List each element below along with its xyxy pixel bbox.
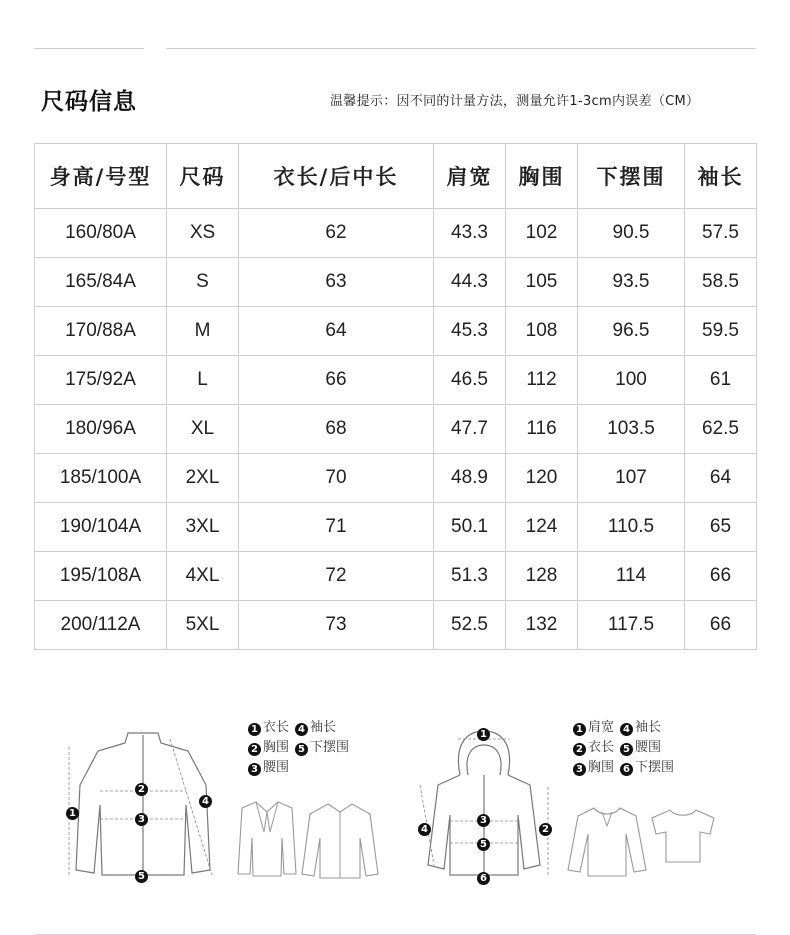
long-sleeve-tee-icon bbox=[566, 804, 648, 878]
table-cell: 66 bbox=[685, 552, 757, 601]
table-cell: 44.3 bbox=[434, 258, 506, 307]
table-cell: 102 bbox=[506, 209, 578, 258]
legend-label: 下摆围 bbox=[310, 740, 350, 755]
table-cell: 4XL bbox=[167, 552, 239, 601]
table-cell: 64 bbox=[239, 307, 434, 356]
table-cell: 71 bbox=[239, 503, 434, 552]
top-divider-left bbox=[34, 48, 144, 49]
legend-number: 4 bbox=[620, 723, 633, 736]
table-cell: 180/96A bbox=[35, 405, 167, 454]
hoodie-marker-3: 3 bbox=[477, 814, 490, 827]
legend-number: 2 bbox=[248, 743, 261, 756]
table-cell: 100 bbox=[578, 356, 685, 405]
hoodie-marker-4: 4 bbox=[418, 823, 431, 836]
shirt-icon bbox=[300, 800, 380, 880]
legend-row bbox=[573, 718, 680, 738]
table-header-row bbox=[35, 144, 757, 209]
hoodie-marker-5: 5 bbox=[477, 838, 490, 851]
table-cell: 185/100A bbox=[35, 454, 167, 503]
legend-row bbox=[248, 758, 355, 778]
table-cell: 62.5 bbox=[685, 405, 757, 454]
legend-row bbox=[573, 758, 680, 778]
table-row bbox=[35, 503, 757, 552]
table-cell: 116 bbox=[506, 405, 578, 454]
table-cell: 52.5 bbox=[434, 601, 506, 650]
table-cell: 48.9 bbox=[434, 454, 506, 503]
legend-label: 衣长 bbox=[588, 740, 615, 755]
tshirt-icon bbox=[648, 806, 718, 866]
table-cell: 65 bbox=[685, 503, 757, 552]
hoodie-diagram bbox=[410, 725, 560, 890]
jacket-marker-5: 5 bbox=[135, 870, 148, 883]
size-table bbox=[34, 143, 757, 650]
table-cell: 175/92A bbox=[35, 356, 167, 405]
table-cell: 66 bbox=[239, 356, 434, 405]
table-cell: 43.3 bbox=[434, 209, 506, 258]
table-cell: 108 bbox=[506, 307, 578, 356]
col-header-length: 衣长/后中长 bbox=[239, 144, 434, 209]
table-cell: 117.5 bbox=[578, 601, 685, 650]
table-cell: 103.5 bbox=[578, 405, 685, 454]
legend-label: 袖长 bbox=[310, 720, 337, 735]
blazer-icon bbox=[236, 798, 298, 878]
table-cell: 73 bbox=[239, 601, 434, 650]
table-cell: 112 bbox=[506, 356, 578, 405]
table-cell: 66 bbox=[685, 601, 757, 650]
table-cell: 57.5 bbox=[685, 209, 757, 258]
legend-label: 袖长 bbox=[635, 720, 662, 735]
col-header-chest: 胸围 bbox=[506, 144, 578, 209]
measurement-tip: 温馨提示：因不同的计量方法，测量允许1-3cm内误差（CM） bbox=[330, 94, 700, 109]
table-cell: 64 bbox=[685, 454, 757, 503]
table-row bbox=[35, 552, 757, 601]
jacket-marker-4: 4 bbox=[199, 795, 212, 808]
table-cell: 124 bbox=[506, 503, 578, 552]
legend-number: 6 bbox=[620, 763, 633, 776]
table-cell: 46.5 bbox=[434, 356, 506, 405]
col-header-hem: 下摆围 bbox=[578, 144, 685, 209]
table-cell: 93.5 bbox=[578, 258, 685, 307]
table-cell: 200/112A bbox=[35, 601, 167, 650]
col-header-sleeve: 袖长 bbox=[685, 144, 757, 209]
legend-number: 5 bbox=[295, 743, 308, 756]
table-cell: 5XL bbox=[167, 601, 239, 650]
legend-label: 胸围 bbox=[588, 760, 615, 775]
table-cell: M bbox=[167, 307, 239, 356]
legend-row bbox=[248, 718, 355, 738]
table-cell: 110.5 bbox=[578, 503, 685, 552]
table-cell: XL bbox=[167, 405, 239, 454]
jacket-legend bbox=[248, 718, 355, 778]
table-cell: 45.3 bbox=[434, 307, 506, 356]
table-cell: 70 bbox=[239, 454, 434, 503]
legend-row bbox=[573, 738, 680, 758]
legend-number: 2 bbox=[573, 743, 586, 756]
table-cell: 190/104A bbox=[35, 503, 167, 552]
legend-label: 肩宽 bbox=[588, 720, 615, 735]
table-cell: 58.5 bbox=[685, 258, 757, 307]
table-cell: 59.5 bbox=[685, 307, 757, 356]
table-row bbox=[35, 209, 757, 258]
table-cell: 90.5 bbox=[578, 209, 685, 258]
legend-row bbox=[248, 738, 355, 758]
table-cell: 170/88A bbox=[35, 307, 167, 356]
hoodie-marker-2: 2 bbox=[539, 823, 552, 836]
legend-number: 1 bbox=[248, 723, 261, 736]
legend-number: 4 bbox=[295, 723, 308, 736]
table-cell: 68 bbox=[239, 405, 434, 454]
table-cell: 50.1 bbox=[434, 503, 506, 552]
jacket-marker-3: 3 bbox=[135, 813, 148, 826]
table-cell: 195/108A bbox=[35, 552, 167, 601]
table-cell: 96.5 bbox=[578, 307, 685, 356]
table-cell: 72 bbox=[239, 552, 434, 601]
legend-number: 5 bbox=[620, 743, 633, 756]
table-cell: 47.7 bbox=[434, 405, 506, 454]
table-cell: 120 bbox=[506, 454, 578, 503]
col-header-size: 尺码 bbox=[167, 144, 239, 209]
table-cell: XS bbox=[167, 209, 239, 258]
legend-number: 1 bbox=[573, 723, 586, 736]
table-cell: 107 bbox=[578, 454, 685, 503]
legend-label: 腰围 bbox=[263, 760, 290, 775]
table-cell: 61 bbox=[685, 356, 757, 405]
table-cell: L bbox=[167, 356, 239, 405]
table-cell: 132 bbox=[506, 601, 578, 650]
table-cell: 160/80A bbox=[35, 209, 167, 258]
table-cell: 62 bbox=[239, 209, 434, 258]
table-cell: 2XL bbox=[167, 454, 239, 503]
jacket-marker-2: 2 bbox=[135, 783, 148, 796]
table-cell: 3XL bbox=[167, 503, 239, 552]
table-row bbox=[35, 356, 757, 405]
hoodie-legend bbox=[573, 718, 680, 778]
table-row bbox=[35, 405, 757, 454]
legend-label: 衣长 bbox=[263, 720, 290, 735]
col-header-shoulder: 肩宽 bbox=[434, 144, 506, 209]
legend-label: 下摆围 bbox=[635, 760, 675, 775]
legend-label: 腰围 bbox=[635, 740, 662, 755]
table-cell: 165/84A bbox=[35, 258, 167, 307]
table-row bbox=[35, 454, 757, 503]
hoodie-marker-6: 6 bbox=[477, 872, 490, 885]
table-row bbox=[35, 601, 757, 650]
table-cell: 105 bbox=[506, 258, 578, 307]
table-cell: 63 bbox=[239, 258, 434, 307]
legend-number: 3 bbox=[573, 763, 586, 776]
table-cell: S bbox=[167, 258, 239, 307]
table-row bbox=[35, 258, 757, 307]
legend-label: 胸围 bbox=[263, 740, 290, 755]
jacket-marker-1: 1 bbox=[66, 807, 79, 820]
page-title: 尺码信息 bbox=[41, 89, 137, 115]
top-divider-right bbox=[166, 48, 756, 49]
table-cell: 128 bbox=[506, 552, 578, 601]
table-cell: 114 bbox=[578, 552, 685, 601]
hoodie-marker-1: 1 bbox=[477, 728, 490, 741]
table-cell: 51.3 bbox=[434, 552, 506, 601]
col-header-height: 身高/号型 bbox=[35, 144, 167, 209]
legend-number: 3 bbox=[248, 763, 261, 776]
table-row bbox=[35, 307, 757, 356]
